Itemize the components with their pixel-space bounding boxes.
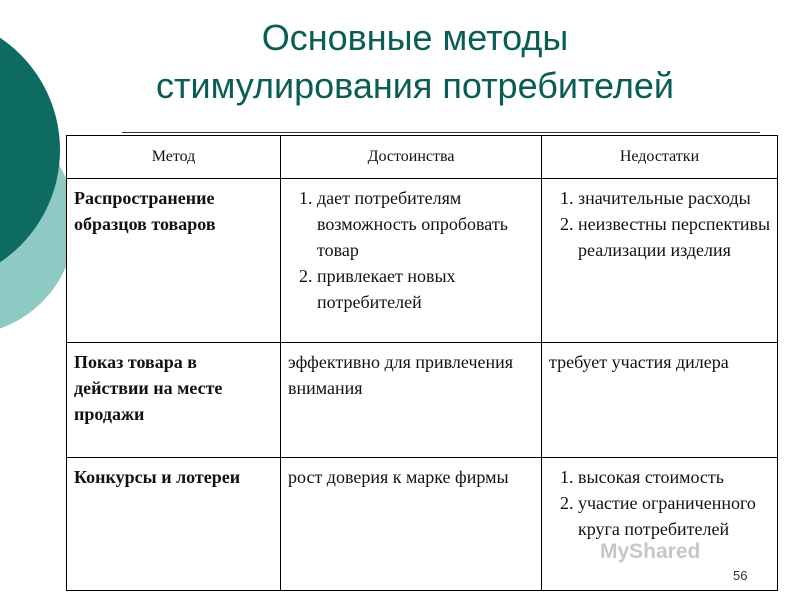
disadvantages-list: [549, 464, 771, 542]
advantages-cell: рост доверия к марке фирмы: [281, 458, 542, 591]
methods-table: [66, 135, 778, 591]
table-row: [67, 343, 778, 458]
method-cell: Конкурсы и лотереи: [67, 458, 281, 591]
table-row: [67, 458, 778, 591]
method-cell: Распространение образцов товаров: [67, 179, 281, 343]
disadvantages-cell: требует участия дилера: [542, 343, 778, 458]
list-item: 2. привлекает новых потребителей: [317, 263, 535, 315]
disadvantages-cell: [542, 179, 778, 343]
table-header-row: [67, 136, 778, 179]
title-line-1: Основные методы: [261, 17, 569, 58]
table-row: [67, 179, 778, 343]
list-item: 2. неизвестны перспективы реализации изделия: [578, 211, 771, 263]
header-advantages: Достоинства: [281, 136, 542, 179]
header-disadvantages: Недостатки: [542, 136, 778, 179]
list-item: 1. высокая стоимость: [578, 464, 771, 490]
advantages-cell: эффективно для привлечения внимания: [281, 343, 542, 458]
advantages-list: [288, 185, 535, 315]
page-number: 56: [733, 568, 748, 583]
advantages-cell: [281, 179, 542, 343]
title-line-2: стимулирования потребителей: [156, 65, 674, 106]
header-method: Метод: [67, 136, 281, 179]
watermark: MyShared: [600, 540, 701, 563]
list-item: 2. участие ограниченного круга потребителей: [578, 490, 771, 542]
list-item: 1. дает потребителям возможность опробовать товар: [317, 185, 535, 263]
title-underline: [122, 132, 760, 133]
list-item: 1. значительные расходы: [578, 185, 771, 211]
disadvantages-list: [549, 185, 771, 263]
slide-title: [60, 14, 770, 110]
method-cell: Показ товара в действии на месте продажи: [67, 343, 281, 458]
